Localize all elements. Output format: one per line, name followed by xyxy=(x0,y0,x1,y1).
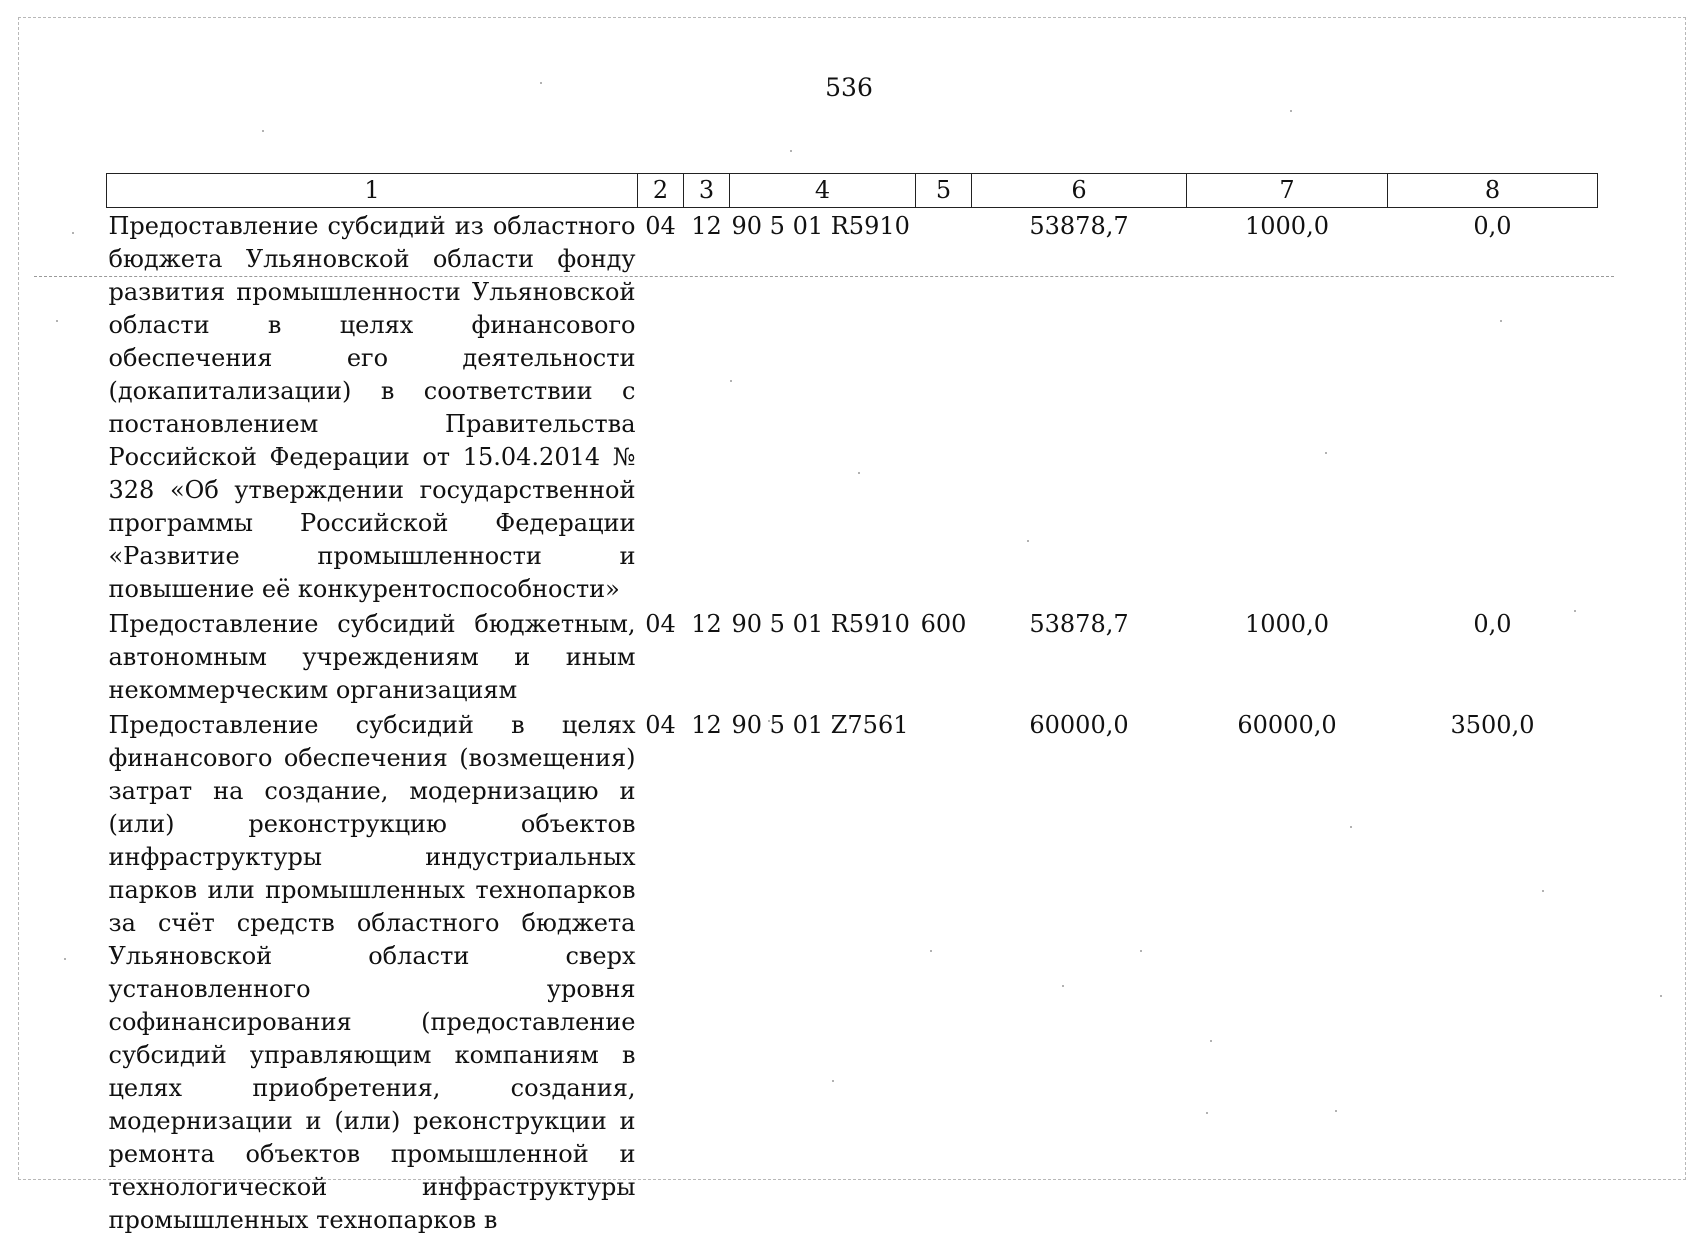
scan-speck xyxy=(1290,110,1292,112)
header-col-4: 4 xyxy=(730,174,916,208)
scan-speck xyxy=(72,232,74,234)
row-section-code: 04 xyxy=(645,212,676,240)
row-amount-col8: 0,0 xyxy=(1473,610,1512,638)
header-col-6: 6 xyxy=(972,174,1187,208)
page-number: 536 xyxy=(825,73,873,102)
scan-speck xyxy=(790,150,792,152)
row-section-code: 04 xyxy=(645,610,676,638)
row-subsection-code: 12 xyxy=(691,212,722,240)
row-amount-col6: 53878,7 xyxy=(1029,212,1129,240)
row-expense-type xyxy=(916,707,972,1237)
row-description: Предоставление субсидий бюджетным, автономным учреждениям и иным некоммерческим организациям xyxy=(108,610,636,704)
table-row xyxy=(107,208,1598,607)
row-amount-col8: 3500,0 xyxy=(1450,711,1535,739)
row-expense-type xyxy=(916,208,972,607)
header-col-2: 2 xyxy=(638,174,684,208)
row-amount-col8: 0,0 xyxy=(1473,212,1512,240)
row-target-article: 90 5 01 Z7561 xyxy=(731,711,909,739)
budget-table xyxy=(106,173,1598,1237)
row-amount-col6: 60000,0 xyxy=(1029,711,1129,739)
table-header xyxy=(107,174,1598,208)
row-section-code: 04 xyxy=(645,711,676,739)
scan-speck xyxy=(1660,995,1662,997)
row-subsection-code: 12 xyxy=(691,711,722,739)
row-amount-col7: 1000,0 xyxy=(1245,610,1329,638)
table-row xyxy=(107,707,1598,1237)
header-col-5: 5 xyxy=(916,174,972,208)
scan-speck xyxy=(64,958,66,960)
row-expense-type: 600 xyxy=(920,610,967,638)
table-row xyxy=(107,606,1598,707)
row-description: Предоставление субсидий из областного бюджета Ульяновской области фонду развития промышленности Ульяновской области в целях финансового обеспечения его деятельности (докапитализации) в соответствии с постановлением Правительства Российской Федерации от 15.04.2014 № 328 «Об утверждении государственной программы Российской Федерации «Развитие промышленности и повышение её конкурентоспособности» xyxy=(108,212,636,603)
header-col-7: 7 xyxy=(1187,174,1388,208)
scan-speck xyxy=(262,130,264,132)
row-target-article: 90 5 01 R5910 xyxy=(731,212,910,240)
scan-speck xyxy=(540,82,542,84)
header-col-8: 8 xyxy=(1388,174,1598,208)
row-target-article: 90 5 01 R5910 xyxy=(731,610,910,638)
row-subsection-code: 12 xyxy=(691,610,722,638)
header-row xyxy=(107,174,1598,208)
header-col-1: 1 xyxy=(107,174,638,208)
row-amount-col7: 60000,0 xyxy=(1237,711,1337,739)
row-amount-col7: 1000,0 xyxy=(1245,212,1329,240)
row-amount-col6: 53878,7 xyxy=(1029,610,1129,638)
header-col-3: 3 xyxy=(684,174,730,208)
row-description: Предоставление субсидий в целях финансового обеспечения (возмещения) затрат на создание, модернизацию и (или) реконструкцию объектов инфраструктуры индустриальных парков или промышленных технопарков за счёт средств областного бюджета Ульяновской области сверх установленного уровня софинансирования (предоставление субсидий управляющим компаниям в целях приобретения, создания, модернизации и (или) реконструкции и ремонта объектов промышленной и технологической инфраструктуры промышленных технопарков в xyxy=(108,711,636,1234)
scan-speck xyxy=(56,320,58,322)
